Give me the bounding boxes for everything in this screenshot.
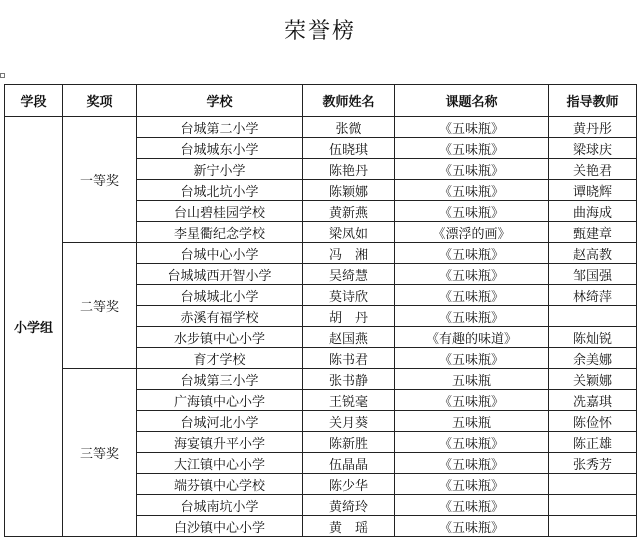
mentor-cell: 关颖娜 <box>549 369 637 390</box>
school-cell: 台城第二小学 <box>137 117 303 138</box>
teacher-cell: 陈书君 <box>303 348 395 369</box>
teacher-cell: 黄新燕 <box>303 201 395 222</box>
school-cell: 台城河北小学 <box>137 411 303 432</box>
topic-cell: 《五味瓶》 <box>395 243 549 264</box>
mentor-cell: 陈正雄 <box>549 432 637 453</box>
teacher-cell: 梁凤如 <box>303 222 395 243</box>
mentor-cell: 梁球庆 <box>549 138 637 159</box>
mentor-cell: 曲海成 <box>549 201 637 222</box>
teacher-cell: 赵国燕 <box>303 327 395 348</box>
topic-cell: 《五味瓶》 <box>395 516 549 537</box>
school-cell: 白沙镇中心小学 <box>137 516 303 537</box>
table-header-row <box>5 85 637 117</box>
mentor-cell <box>549 474 637 495</box>
teacher-cell: 关月葵 <box>303 411 395 432</box>
topic-cell: 五味瓶 <box>395 411 549 432</box>
table-row <box>5 117 637 138</box>
mentor-cell: 邹国强 <box>549 264 637 285</box>
teacher-cell: 伍晶晶 <box>303 453 395 474</box>
school-cell: 新宁小学 <box>137 159 303 180</box>
school-cell: 台城中心小学 <box>137 243 303 264</box>
school-cell: 台山碧桂园学校 <box>137 201 303 222</box>
topic-cell: 《五味瓶》 <box>395 285 549 306</box>
table-row <box>5 369 637 390</box>
topic-cell: 《五味瓶》 <box>395 180 549 201</box>
teacher-cell: 黄绮玲 <box>303 495 395 516</box>
teacher-cell: 冯 湘 <box>303 243 395 264</box>
mentor-cell: 黄丹彤 <box>549 117 637 138</box>
school-cell: 水步镇中心小学 <box>137 327 303 348</box>
level-cell: 小学组 <box>5 117 63 537</box>
topic-cell: 《五味瓶》 <box>395 432 549 453</box>
award-cell: 一等奖 <box>63 117 137 243</box>
mentor-cell: 关艳君 <box>549 159 637 180</box>
topic-cell: 《五味瓶》 <box>395 306 549 327</box>
teacher-cell: 陈颖娜 <box>303 180 395 201</box>
teacher-cell: 吴绮慧 <box>303 264 395 285</box>
school-cell: 台城城东小学 <box>137 138 303 159</box>
mentor-cell: 赵高教 <box>549 243 637 264</box>
topic-cell: 《五味瓶》 <box>395 117 549 138</box>
topic-cell: 《有趣的味道》 <box>395 327 549 348</box>
school-cell: 赤溪有福学校 <box>137 306 303 327</box>
mentor-cell: 陈灿锐 <box>549 327 637 348</box>
school-cell: 广海镇中心小学 <box>137 390 303 411</box>
topic-cell: 《五味瓶》 <box>395 201 549 222</box>
award-cell: 二等奖 <box>63 243 137 369</box>
honor-roll-table <box>4 84 637 537</box>
teacher-cell: 张微 <box>303 117 395 138</box>
mentor-cell <box>549 495 637 516</box>
topic-cell: 《五味瓶》 <box>395 495 549 516</box>
teacher-cell: 王锐毫 <box>303 390 395 411</box>
table-body <box>5 117 637 537</box>
topic-cell: 《五味瓶》 <box>395 453 549 474</box>
mentor-cell: 陈俭怀 <box>549 411 637 432</box>
school-cell: 台城城北小学 <box>137 285 303 306</box>
topic-cell: 《五味瓶》 <box>395 348 549 369</box>
topic-cell: 《五味瓶》 <box>395 138 549 159</box>
mentor-cell: 张秀芳 <box>549 453 637 474</box>
header-school: 学校 <box>137 85 303 117</box>
teacher-cell: 莫诗欣 <box>303 285 395 306</box>
topic-cell: 《五味瓶》 <box>395 390 549 411</box>
mentor-cell: 甄建章 <box>549 222 637 243</box>
mentor-cell <box>549 306 637 327</box>
school-cell: 李星衢纪念学校 <box>137 222 303 243</box>
header-level: 学段 <box>5 85 63 117</box>
header-teacher: 教师姓名 <box>303 85 395 117</box>
mentor-cell: 谭晓辉 <box>549 180 637 201</box>
topic-cell: 《漂浮的画》 <box>395 222 549 243</box>
teacher-cell: 伍晓琪 <box>303 138 395 159</box>
teacher-cell: 陈艳丹 <box>303 159 395 180</box>
topic-cell: 《五味瓶》 <box>395 264 549 285</box>
topic-cell: 《五味瓶》 <box>395 474 549 495</box>
school-cell: 台城北坑小学 <box>137 180 303 201</box>
school-cell: 海宴镇升平小学 <box>137 432 303 453</box>
teacher-cell: 陈少华 <box>303 474 395 495</box>
topic-cell: 五味瓶 <box>395 369 549 390</box>
mentor-cell: 冼嘉琪 <box>549 390 637 411</box>
topic-cell: 《五味瓶》 <box>395 159 549 180</box>
table-row <box>5 243 637 264</box>
school-cell: 台城第三小学 <box>137 369 303 390</box>
teacher-cell: 陈新胜 <box>303 432 395 453</box>
header-mentor: 指导教师 <box>549 85 637 117</box>
mentor-cell: 余美娜 <box>549 348 637 369</box>
header-topic: 课题名称 <box>395 85 549 117</box>
award-cell: 三等奖 <box>63 369 137 537</box>
teacher-cell: 胡 丹 <box>303 306 395 327</box>
teacher-cell: 张书静 <box>303 369 395 390</box>
mentor-cell: 林绮萍 <box>549 285 637 306</box>
page-title: 荣誉榜 <box>283 19 356 44</box>
school-cell: 台城城西开智小学 <box>137 264 303 285</box>
header-award: 奖项 <box>63 85 137 117</box>
school-cell: 台城南坑小学 <box>137 495 303 516</box>
school-cell: 大江镇中心小学 <box>137 453 303 474</box>
school-cell: 育才学校 <box>137 348 303 369</box>
table-anchor-handle[interactable] <box>0 73 5 78</box>
school-cell: 端芬镇中心学校 <box>137 474 303 495</box>
teacher-cell: 黄 瑶 <box>303 516 395 537</box>
mentor-cell <box>549 516 637 537</box>
